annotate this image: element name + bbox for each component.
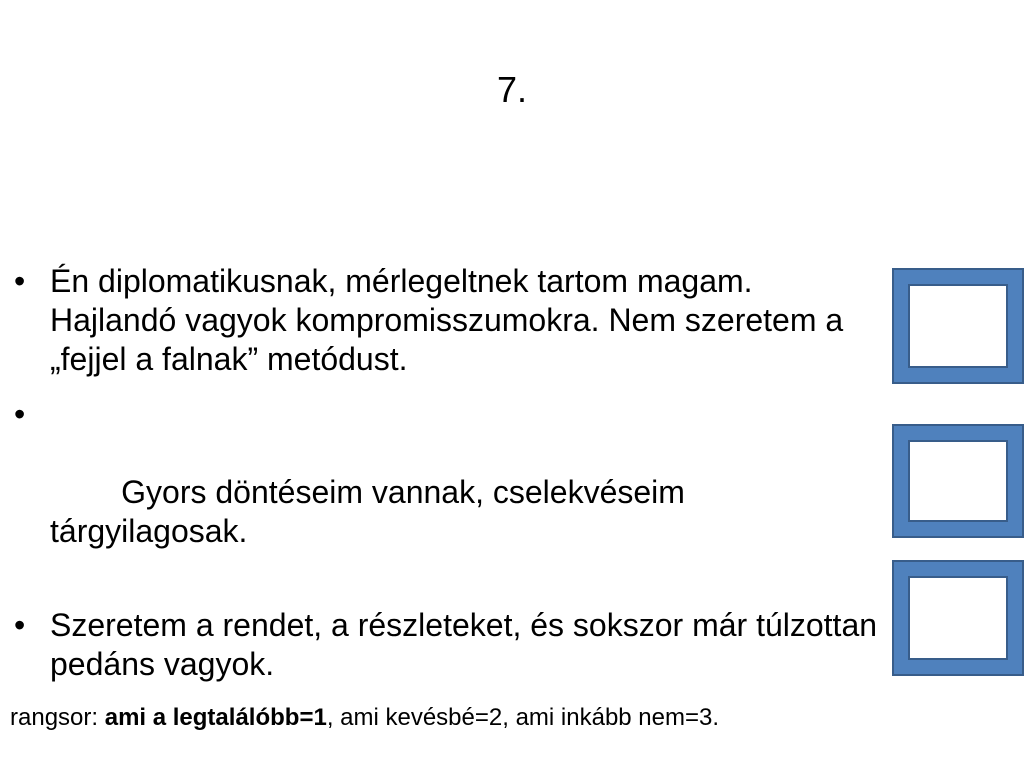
statement-item <box>14 606 884 684</box>
rank-input-box-inner[interactable] <box>908 576 1008 660</box>
statement-text: Szeretem a rendet, a részleteket, és sokszor már túlzottan pedáns vagyok. <box>50 607 878 682</box>
bullet-icon: • <box>14 607 26 643</box>
rank-input-box-3[interactable] <box>892 560 1024 676</box>
ranking-instruction-prefix: rangsor: <box>10 704 105 731</box>
ranking-instruction-bold: ami a legtalálóbb=1 <box>104 704 327 731</box>
statement-list <box>14 262 884 700</box>
statement-item <box>14 262 884 379</box>
statement-text: Én diplomatikusnak, mérlegeltnek tartom magam. Hajlandó vagyok kompromisszumokra. Nem szeretem a „fejjel a falnak” metódust. <box>50 263 844 377</box>
rank-input-box-inner[interactable] <box>908 440 1008 522</box>
rank-input-box-2[interactable] <box>892 424 1024 538</box>
rank-input-box-1[interactable] <box>892 268 1024 384</box>
statement-text: Gyors döntéseim vannak, cselekvéseim tárgyilagosak. <box>50 474 694 549</box>
statement-item <box>14 395 884 590</box>
bullet-icon: • <box>14 263 26 299</box>
ranking-instruction <box>10 702 719 734</box>
rank-input-box-inner[interactable] <box>908 284 1008 368</box>
ranking-instruction-suffix: , ami kevésbé=2, ami inkább nem=3. <box>326 704 720 731</box>
slide-title: 7. <box>496 69 528 110</box>
bullet-icon: • <box>14 396 26 432</box>
